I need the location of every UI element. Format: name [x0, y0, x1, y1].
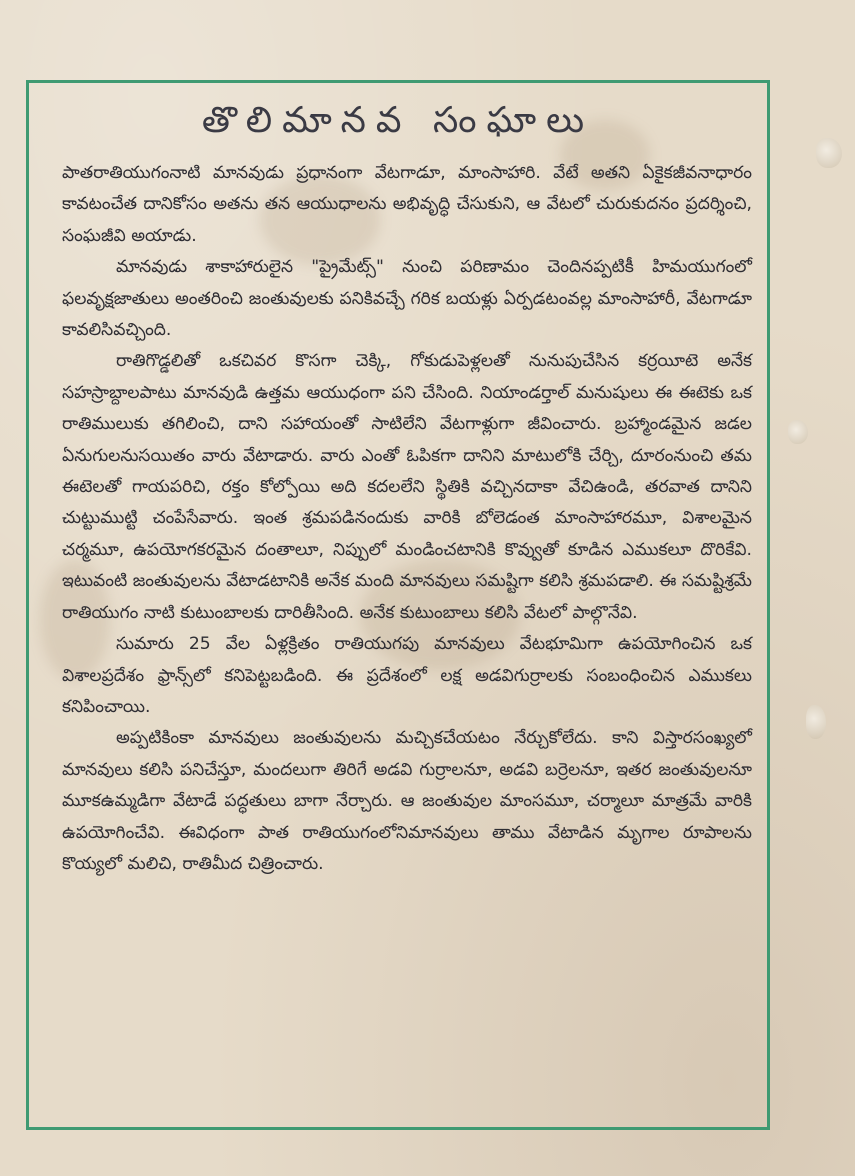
paragraph: రాతిగొడ్డలితో ఒకచివర కొసగా చెక్కి, గోకుడుపెళ్లలతో నునుపుచేసిన కర్రయీటె అనేక సహస్రాబ్దాలపాటు మానవుడి ఉత్తమ ఆయుధంగా పని చేసింది. నియాండర్తాల్ మనుషులు ఈ ఈటెకు ఒక రాతిములుకు తగిలించి, దాని సహాయంతో సాటిలేని వేటగాళ్లుగా జీవించారు. బ్రహ్మాండమైన జడల ఏనుగులనుసయితం వారు వేటాడారు. వారు ఎంతో ఓపికగా దానిని మాటులోకి చేర్చి, దూరంనుంచి తమ ఈటెలతో గాయపరిచి, రక్తం కోల్పోయి అది కదలలేని స్థితికి వచ్చినదాకా వేచిఉండి, తరవాత దానిని చుట్టుముట్టి చంపేసేవారు. ఇంత శ్రమపడినందుకు వారికి బోలెడంత మాంసాహారమూ, విశాలమైన చర్మమూ, ఉపయోగకరమైన దంతాలూ, నిప్పులో మండించటానికి కొవ్వుతో కూడిన ఎముకలూ దొరికేవి. ఇటువంటి జంతువులను వేటాడటానికి అనేక మంది మానవులు సమష్టిగా కలిసి శ్రమపడాలి. ఈ సమష్టిశ్రమే రాతియుగం నాటి కుటుంబాలకు దారితీసింది. అనేక కుటుంబాలు కలిసి వేటలో పాల్గొనేవి.: [62, 351, 752, 623]
paper-damage-mark: [816, 138, 842, 168]
paragraph: పాతరాతియుగంనాటి మానవుడు ప్రధానంగా వేటగాడూ, మాంసాహారి. వేటే అతని ఏకైకజీవనాధారం కావటంచేత దానికోసం అతను తన ఆయుధాలను అభివృద్ధి చేసుకుని, ఆ వేటలో చురుకుదనం ప్రదర్శించి, సంఘజీవి అయాడు.: [62, 163, 752, 246]
paragraph: మానవుడు శాకాహారులైన "ప్రైమేట్స్" నుంచి పరిణామం చెందినప్పటికీ హిమయుగంలో ఫలవృక్షజాతులు అంతరించి జంతువులకు పనికివచ్చే గరిక బయళ్లు ఏర్పడటంవల్ల మాంసాహారీ, వేటగాడూ కావలిసివచ్చింది.: [62, 257, 752, 341]
paper-damage-mark: [806, 705, 826, 739]
page-title: తొలిమానవ సంఘాలు: [201, 100, 595, 141]
paragraph: సుమారు 25 వేల ఏళ్లక్రితం రాతియుగపు మానవులు వేటభూమిగా ఉపయోగించిన ఒక విశాలప్రదేశం ఫ్రాన్స్‌లో కనిపెట్టబడింది. ఈ ప్రదేశంలో లక్ష అడవిగుర్రాలకు సంబంధించిన ఎముకలు కనిపించాయి.: [62, 634, 752, 717]
paper-damage-mark: [788, 420, 808, 444]
paragraph: అప్పటికింకా మానవులు జంతువులను మచ్చికచేయటం నేర్చుకోలేదు. కాని విస్తారసంఖ్యలో మానవులు కలిసి పనిచేస్తూ, మందలుగా తిరిగే అడవి గుర్రాలనూ, అడవి బర్రెలనూ, ఇతర జంతువులనూ మూకఉమ్మడిగా వేటాడే పద్ధతులు బాగా నేర్చారు. ఆ జంతువుల మాంసమూ, చర్మాలూ మాత్రమే వారికి ఉపయోగించేవి. ఈవిధంగా పాత రాతియుగంలోనిమానవులు తాము వేటాడిన మృగాల రూపాలను కొయ్యలో మలిచి, రాతిమీద చిత్రించారు.: [62, 728, 752, 874]
body-text: [62, 158, 752, 880]
